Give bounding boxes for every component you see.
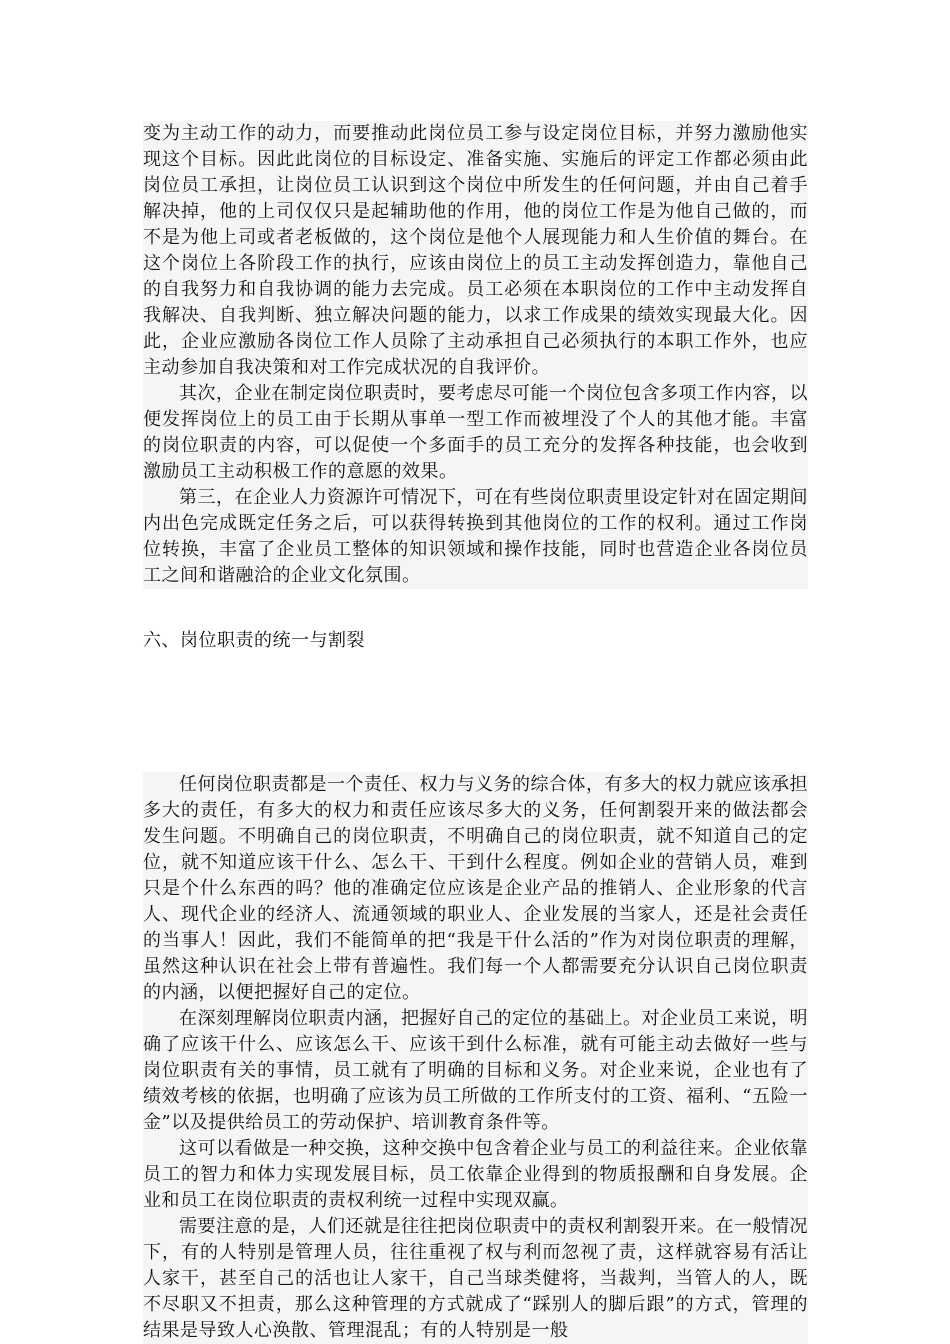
paragraph-second-point: 其次，企业在制定岗位职责时，要考虑尽可能一个岗位包含多项工作内容，以便发挥岗位上的员工由于长期从事单一型工作而被埋没了个人的其他才能。丰富的岗位职责的内容，可以促使一个多面手的员工充分的发挥各种技能，也会收到激励员工主动积极工作的意愿的效果。 [143, 383, 808, 482]
paragraph-third-point: 第三，在企业人力资源许可情况下，可在有些岗位职责里设定针对在固定期间内出色完成既定任务之后，可以获得转换到其他岗位的工作的权利。通过工作岗位转换，丰富了企业员工整体的知识领域和操作技能，同时也营造企业各岗位员工之间和谐融洽的企业文化氛围。 [143, 487, 808, 586]
paragraph-responsibility-unity: 任何岗位职责都是一个责任、权力与义务的综合体，有多大的权力就应该承担多大的责任，有多大的权力和责任应该尽多大的义务，任何割裂开来的做法都会发生问题。不明确自己的岗位职责，不明确自己的岗位职责，就不知道自己的定位，就不知道应该干什么、怎么干、干到什么程度。例如企业的营销人员，难到只是个什么东西的吗？他的准确定位应该是企业产品的推销人、企业形象的代言人、现代企业的经济人、流通领域的职业人、企业发展的当家人，还是社会责任的当事人！因此，我们不能简单的把“我是干什么活的”作为对岗位职责的理解，虽然这种认识在社会上带有普遍性。我们每一个人都需要充分认识自己岗位职责的内涵，以便把握好自己的定位。 [143, 774, 808, 1003]
text-block-upper [143, 121, 808, 589]
paragraph-exchange: 这可以看做是一种交换，这种交换中包含着企业与员工的利益往来。企业依靠员工的智力和体力实现发展目标，员工依靠企业得到的物质报酬和自身发展。企业和员工在岗位职责的责权利统一过程中实现双赢。 [143, 1138, 808, 1211]
paragraph-understanding: 在深刻理解岗位职责内涵，把握好自己的定位的基础上。对企业员工来说，明确了应该干什么、应该怎么干、应该干到什么标准，就有可能主动去做好一些与岗位职责有关的事情，员工就有了明确的目标和义务。对企业来说，企业也有了绩效考核的依据，也明确了应该为员工所做的工作所支付的工资、福利、“五险一金”以及提供给员工的劳动保护、培训教育条件等。 [143, 1008, 808, 1133]
section-heading: 六、岗位职责的统一与割裂 [143, 630, 365, 651]
paragraph-separation: 需要注意的是，人们还就是往往把岗位职责中的责权利割裂开来。在一般情况下，有的人特别是管理人员，往往重视了权与利而忽视了责，这样就容易有活让人家干，甚至自己的活也让人家干，自己当球类健将，当裁判，当管人的人，既不尽职又不担责，那么这种管理的方式就成了“踩别人的脚后跟”的方式，管理的结果是导致人心涣散、管理混乱；有的人特别是一般 [143, 1216, 808, 1341]
paragraph-motivation: 变为主动工作的动力，而要推动此岗位员工参与设定岗位目标，并努力激励他实现这个目标。因此此岗位的目标设定、准备实施、实施后的评定工作都必须由此岗位员工承担，让岗位员工认识到这个岗位中所发生的任何问题，并由自己着手解决掉，他的上司仅仅只是起辅助他的作用，他的岗位工作是为他自己做的，而不是为他上司或者老板做的，这个岗位是他个人展现能力和人生价值的舞台。在这个岗位上各阶段工作的执行，应该由岗位上的员工主动发挥创造力，靠他自己的自我努力和自我协调的能力去完成。员工必须在本职岗位的工作中主动发挥自我解决、自我判断、独立解决问题的能力，以求工作成果的绩效实现最大化。因此，企业应激励各岗位工作人员除了主动承担自己必须执行的本职工作外，也应主动参加自我决策和对工作完成状况的自我评价。 [143, 123, 808, 378]
text-block-lower [143, 772, 808, 1344]
